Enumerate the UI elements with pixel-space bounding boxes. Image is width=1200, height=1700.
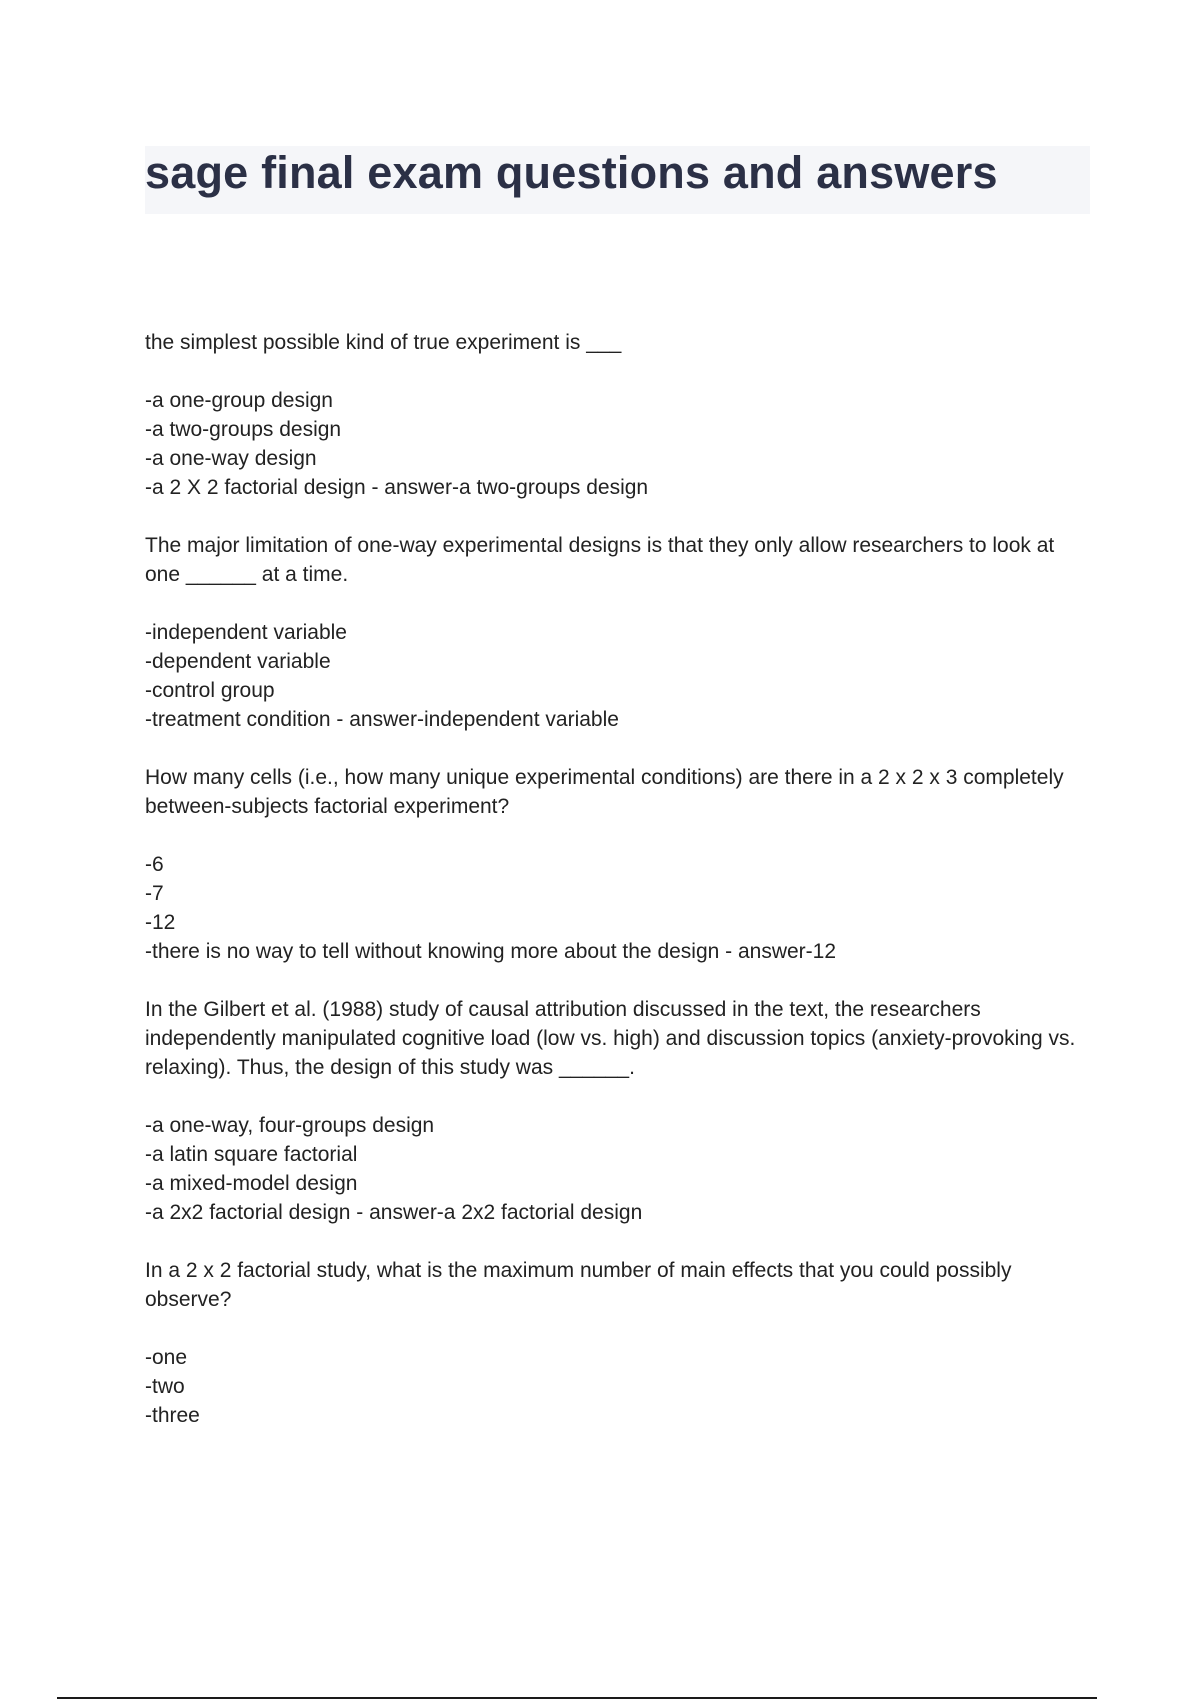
answer-option: -a latin square factorial [145, 1143, 358, 1166]
question-block [145, 1256, 1090, 1430]
answer-options [145, 386, 1090, 502]
question-text: How many cells (i.e., how many unique experimental conditions) are there in a 2 x 2 x 3 completely between-subjects factorial experiment? [145, 766, 1064, 818]
question-block [145, 995, 1090, 1227]
answer-options [145, 1111, 1090, 1227]
answer-option: -control group [145, 679, 275, 702]
answer-option: -a one-way, four-groups design [145, 1114, 435, 1137]
answer-option: -a two-groups design [145, 418, 342, 441]
answer-option: -independent variable [145, 621, 347, 644]
answer-option: -dependent variable [145, 650, 331, 673]
question-text: the simplest possible kind of true experiment is ___ [145, 331, 622, 354]
document-title: sage final exam questions and answers [145, 147, 998, 198]
question-list [145, 328, 1090, 1459]
answer-options [145, 850, 1090, 966]
answer-option: -three [145, 1404, 200, 1427]
question-text: In a 2 x 2 factorial study, what is the maximum number of main effects that you could possibly observe? [145, 1259, 1012, 1311]
answer-option: -a one-way design [145, 447, 317, 470]
question-block [145, 531, 1090, 734]
answer-options [145, 1343, 1090, 1430]
answer-option: -one [145, 1346, 188, 1369]
answer-option: -two [145, 1375, 185, 1398]
answer-option: -a 2 X 2 factorial design - answer-a two-groups design [145, 476, 649, 499]
answer-option: -a mixed-model design [145, 1172, 358, 1195]
answer-option: -6 [145, 853, 164, 876]
answer-option: -treatment condition - answer-independent variable [145, 708, 619, 731]
answer-option: -a 2x2 factorial design - answer-a 2x2 factorial design [145, 1201, 643, 1224]
question-text: In the Gilbert et al. (1988) study of causal attribution discussed in the text, the researchers independently manipulated cognitive load (low vs. high) and discussion topics (anxiety-provoking vs. relaxing). Thus, the design of this study was ______. [145, 998, 1076, 1079]
footer-divider [57, 1697, 1097, 1699]
question-block [145, 328, 1090, 502]
question-text: The major limitation of one-way experimental designs is that they only allow researchers to look at one ______ at a time. [145, 534, 1055, 586]
answer-option: -a one-group design [145, 389, 333, 412]
answer-option: -12 [145, 911, 176, 934]
answer-options [145, 618, 1090, 734]
answer-option: -7 [145, 882, 164, 905]
question-block [145, 763, 1090, 966]
answer-option: -there is no way to tell without knowing more about the design - answer-12 [145, 940, 837, 963]
